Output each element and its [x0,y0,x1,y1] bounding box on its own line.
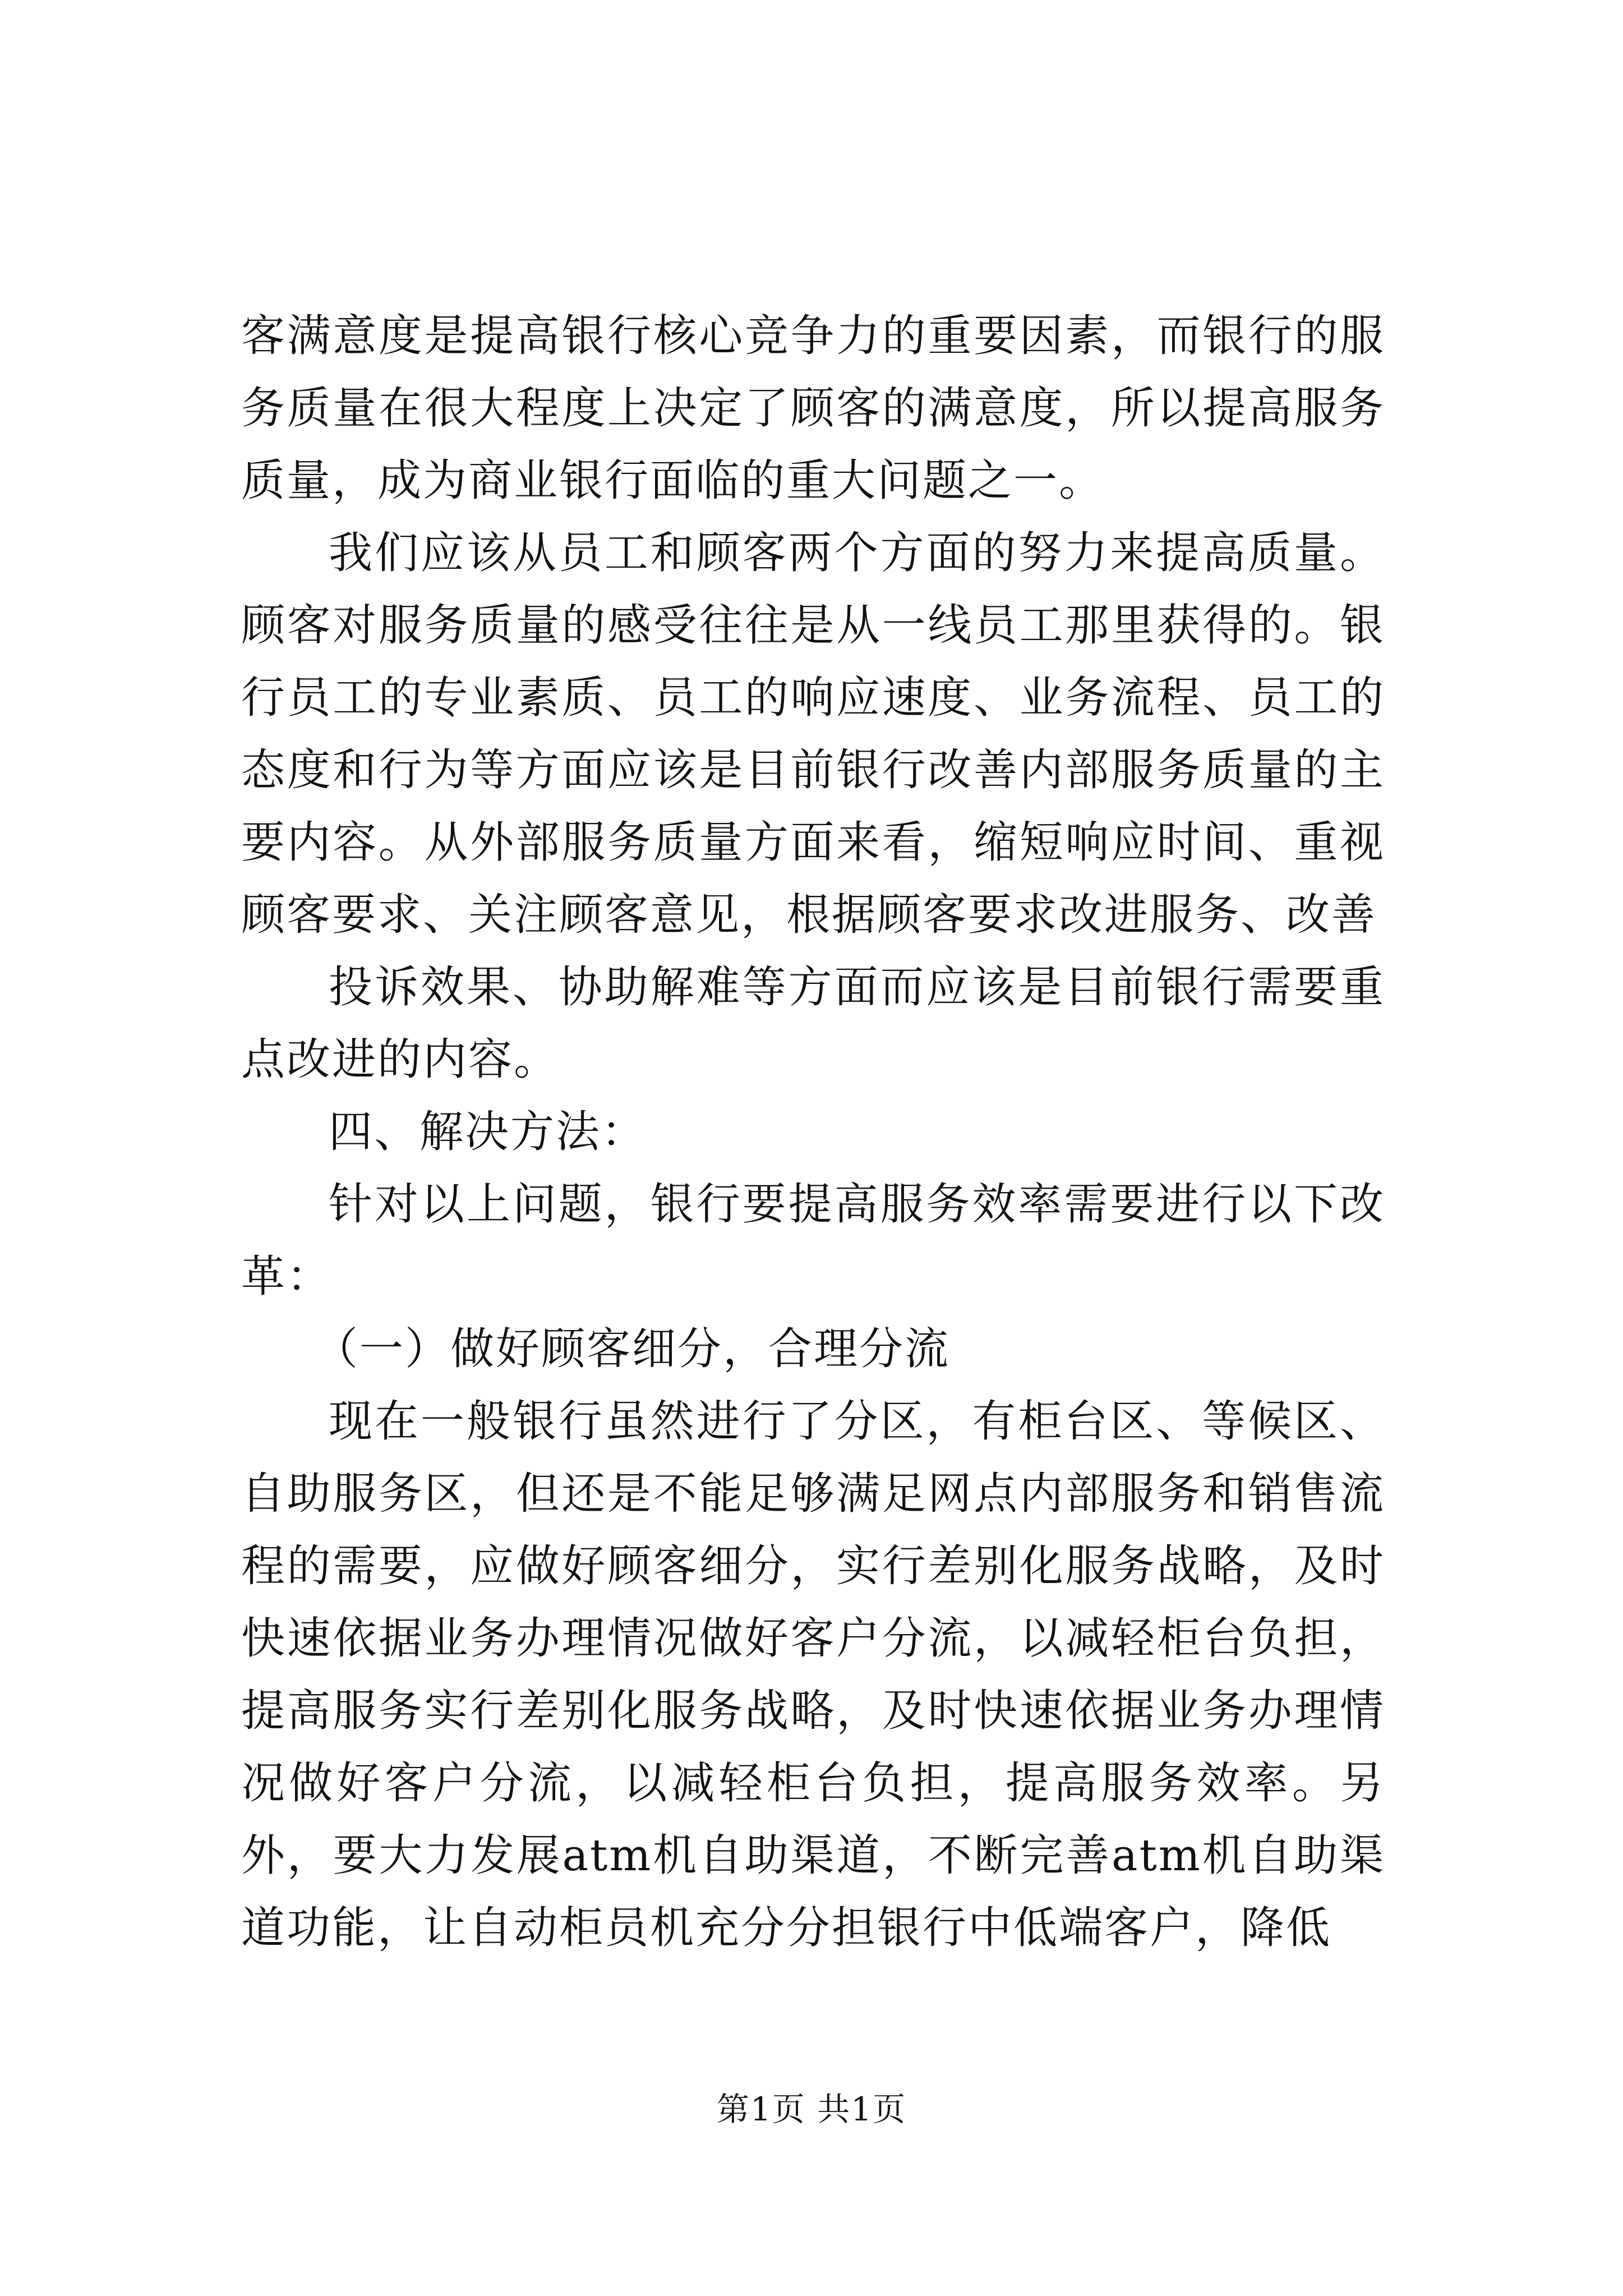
section-heading-solutions: 四、解决方法： [329,1107,647,1157]
page-footer: 第1页 共1页 [716,2090,907,2128]
paragraph-reforms-intro: 针对以上问题，银行要提高服务效率需要进行以下改革： [241,1179,1385,1302]
paragraph-satisfaction: 客满意度是提高银行核心竞争力的重要因素，而银行的服务质量在很大程度上决定了顾客的满意度，所以提高服务质量，成为商业银行面临的重大问题之一。 [241,311,1385,506]
paragraph-improve-quality: 我们应该从员工和顾客两个方面的努力来提高质量。顾客对服务质量的感受往往是从一线员工那里获得的。银行员工的专业素质、员工的响应速度、业务流程、员工的态度和行为等方面应该是目前银行改善内部服务质量的主要内容。从外部服务质量方面来看，缩短响应时间、重视顾客要求、关注顾客意见，根据顾客要求改进服务、改善 [241,528,1385,940]
paragraph-segmentation-details: 现在一般银行虽然进行了分区，有柜台区、等候区、自助服务区，但还是不能足够满足网点内部服务和销售流程的需要，应做好顾客细分，实行差别化服务战略，及时快速依据业务办理情况做好客户分流，以减轻柜台负担，提高服务实行差别化服务战略，及时快速依据业务办理情况做好客户分流，以减轻柜台负担，提高服务效率。另外，要大力发展atm机自助渠道，不断完善atm机自助渠道功能，让自动柜员机充分分担银行中低端客户，降低 [241,1396,1385,1953]
paragraph-complaints: 投诉效果、协助解难等方面而应该是目前银行需要重点改进的内容。 [241,962,1385,1085]
subheading-customer-segmentation: （一）做好顾客细分，合理分流 [314,1324,951,1374]
document-body [241,300,1385,1964]
